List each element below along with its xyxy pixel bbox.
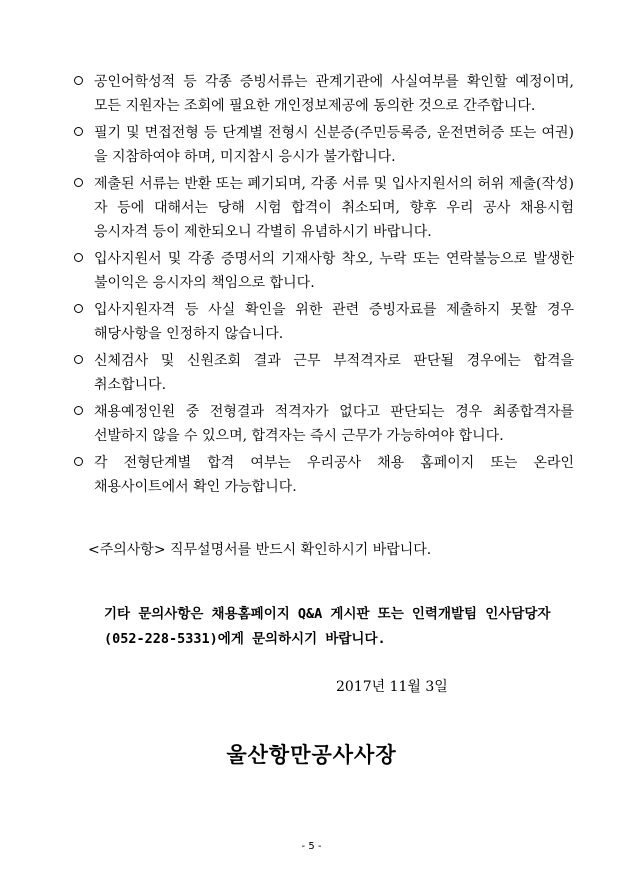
circle-bullet-icon [74,304,83,313]
notice-item [74,298,574,346]
notice-text: 채용예정인원 중 전형결과 적격자가 없다고 판단되는 경우 최종합격자를 선발하지 않을 수 있으며, 합격자는 즉시 근무가 가능하여야 합니다. [94,404,574,444]
notice-item [74,451,574,499]
notice-item [74,70,574,118]
notice-text: 각 전형단계별 합격 여부는 우리공사 채용 홈페이지 또는 온라인 채용사이트에서 확인 가능합니다. [94,455,574,495]
issuer-signature: 울산항만공사사장 [226,742,397,767]
notice-text: 공인어학성적 등 각종 증빙서류는 관계기관에 사실여부를 확인할 예정이며, 모든 지원자는 조회에 필요한 개인정보제공에 동의한 것으로 간주합니다. [94,74,574,114]
notice-text: 필기 및 면접전형 등 단계별 전형시 신분증(주민등록증, 운전면허증 또는 여권)을 지참하여야 하며, 미지참시 응시가 불가합니다. [94,125,574,165]
notice-text: 입사지원자격 등 사실 확인을 위한 관련 증빙자료를 제출하지 못할 경우 해당사항을 인정하지 않습니다. [94,302,574,342]
notice-text: 입사지원서 및 각종 증명서의 기재사항 착오, 누락 또는 연락불능으로 발생한 불이익은 응시자의 책임으로 합니다. [94,251,574,291]
circle-bullet-icon [74,76,83,85]
notice-text: 제출된 서류는 반환 또는 폐기되며, 각종 서류 및 입사지원서의 허위 제출(작성)자 등에 대해서는 당해 시험 합격이 취소되며, 향후 우리 공사 채용시험 응시자격 등이 제한되오니 각별히 유념하시기 바랍니다. [94,176,574,240]
caution-note: <주의사항> 직무설명서를 반드시 확인하시기 바랍니다. [88,542,432,558]
page-number: - 5 - [301,841,322,852]
notice-item [74,172,574,244]
notice-item [74,121,574,169]
circle-bullet-icon [74,127,83,136]
circle-bullet-icon [74,253,83,262]
circle-bullet-icon [74,355,83,364]
circle-bullet-icon [74,178,83,187]
notice-item [74,247,574,295]
notice-item [74,400,574,448]
notice-item [74,349,574,397]
circle-bullet-icon [74,406,83,415]
contact-info: 기타 문의사항은 채용홈페이지 Q&A 게시판 또는 인력개발팀 인사담당자(052-228-5331)에게 문의하시기 바랍니다. [104,606,551,647]
notice-list [74,70,574,502]
circle-bullet-icon [74,457,83,466]
notice-text: 신체검사 및 신원조회 결과 근무 부적격자로 판단될 경우에는 합격을 취소합니다. [94,353,574,393]
document-date: 2017년 11월 3일 [336,679,448,695]
